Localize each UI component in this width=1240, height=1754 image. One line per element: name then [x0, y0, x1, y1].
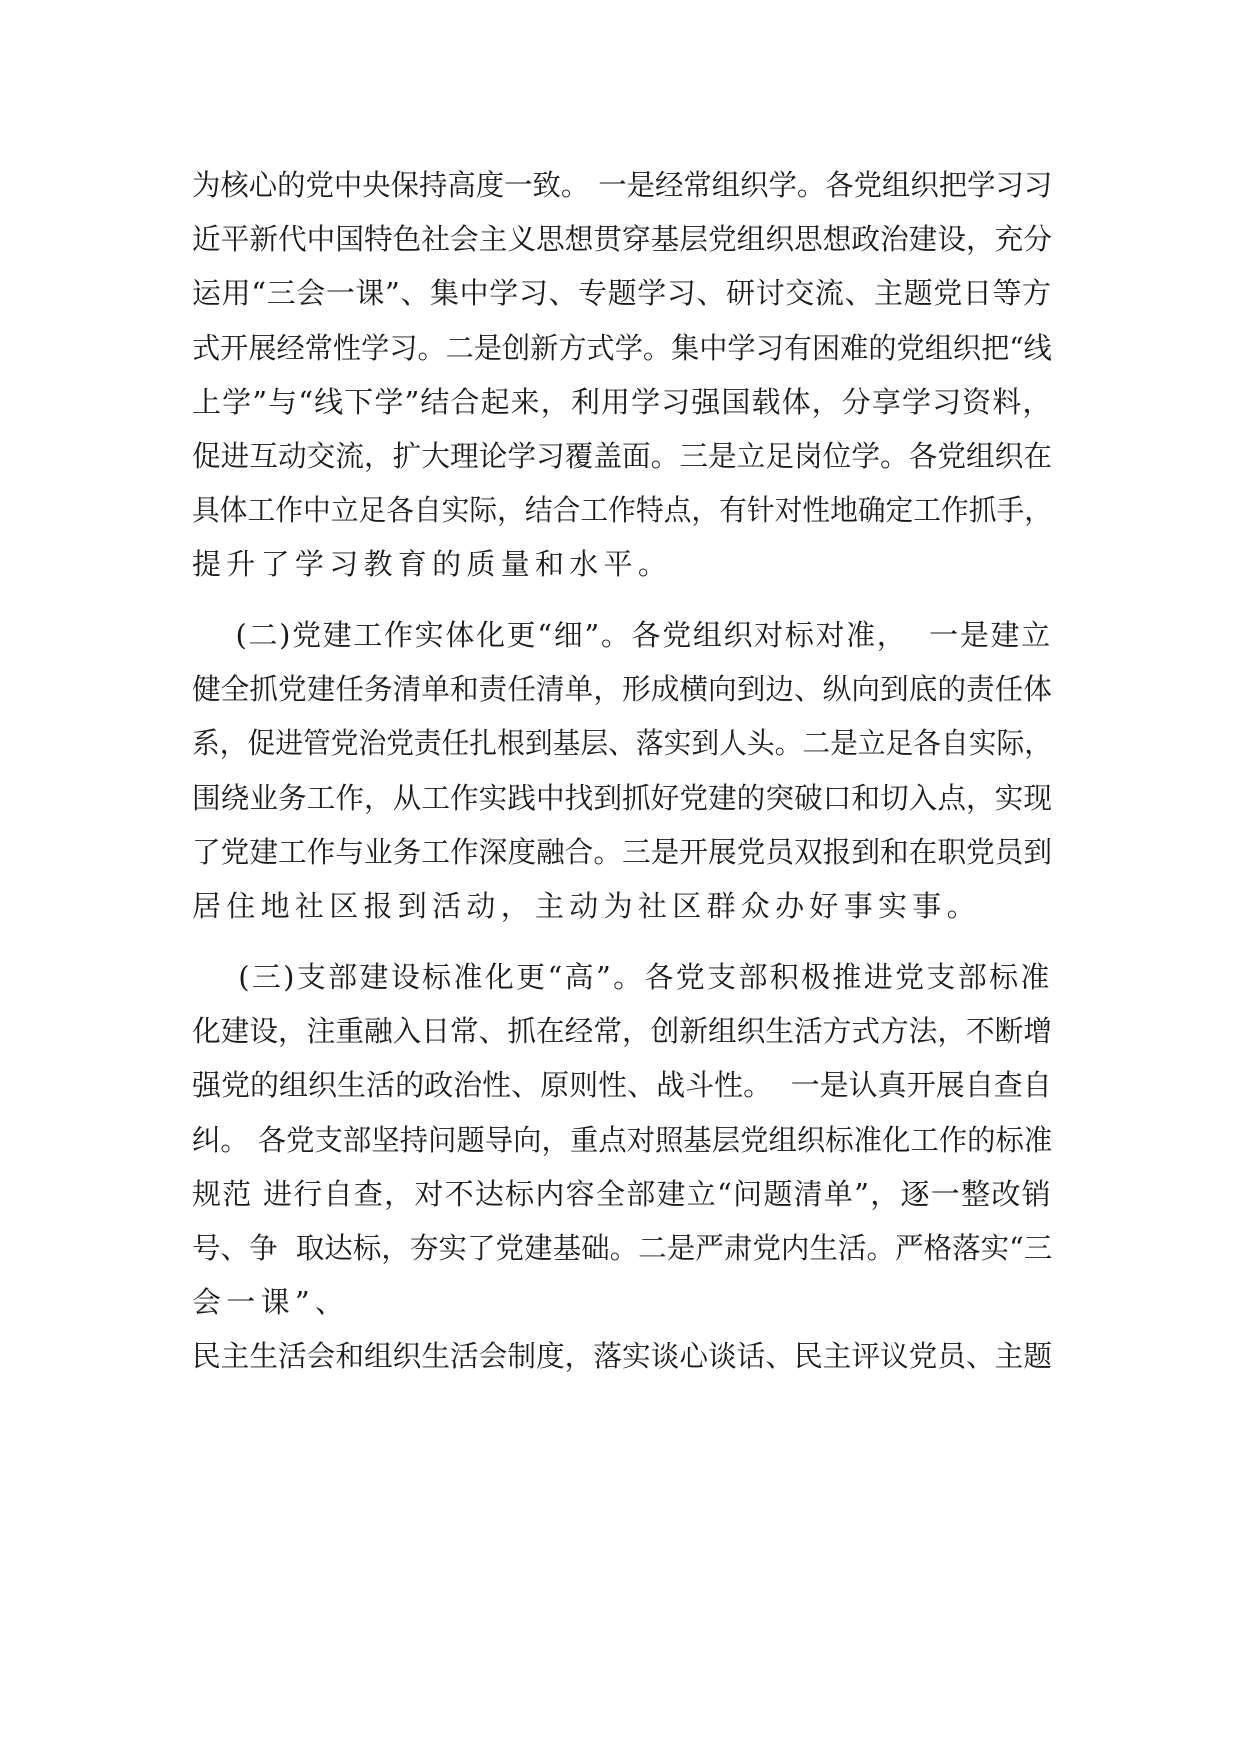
text-line: 民主生活会和组织生活会制度，落实谈心谈话、民主评议党员、主题 — [192, 1339, 1053, 1373]
text-line: 式开展经常性学习。二是创新方式学。集中学习有困难的党组织把“线 — [192, 331, 1052, 365]
text-line: 运用“三会一课”、集中学习、专题学习、研讨交流、主题党日等方 — [192, 276, 1052, 310]
text-line: 会一课”、 — [192, 1285, 350, 1319]
text-line: 了党建工作与业务工作深度融合。三是开展党员双报到和在职党员到 — [192, 835, 1053, 869]
text-line: 系，促进管党治党责任扎根到基层、落实到人头。二是立足各自实际， — [192, 726, 1053, 760]
text-line: 纠。 各党支部坚持问题导向，重点对照基层党组织标准化工作的标准 — [192, 1123, 1053, 1157]
paragraph-heading-line: (三)支部建设标准化更“高”。各党支部积极推进党支部标准 — [192, 960, 1052, 994]
text-line: 号、争 取达标，夯实了党建基础。二是严肃党内生活。严格落实“三 — [192, 1231, 1053, 1265]
paragraph-heading-line: (二)党建工作实体化更“细”。各党组织对标对准， 一是建立 — [192, 618, 1052, 652]
text-line: 提升了学习教育的质量和水平。 — [192, 547, 673, 581]
text-line: 上学”与“线下学”结合起来，利用学习强国载体，分享学习资料， — [192, 385, 1053, 419]
text-line: 具体工作中立足各自实际，结合工作特点，有针对性地确定工作抓手， — [192, 493, 1053, 527]
text-line: 近平新代中国特色社会主义思想贯穿基层党组织思想政治建设，充分 — [192, 222, 1053, 256]
text-line: 健全抓党建任务清单和责任清单，形成横向到边、纵向到底的责任体 — [192, 672, 1053, 706]
text-line: 居住地社区报到活动，主动为社区群众办好事实事。 — [192, 889, 981, 923]
text-line: 围绕业务工作，从工作实践中找到抓好党建的突破口和切入点，实现 — [192, 781, 1053, 815]
text-line: 强党的组织生活的政治性、原则性、战斗性。 一是认真开展自查自 — [192, 1068, 1052, 1102]
text-line: 为核心的党中央保持高度一致。 一是经常组织学。各党组织把学习习 — [192, 168, 1053, 202]
text-line: 规范 进行自查，对不达标内容全部建立“问题清单”，逐一整改销 — [192, 1177, 1052, 1211]
text-line: 促进互动交流，扩大理论学习覆盖面。三是立足岗位学。各党组织在 — [192, 439, 1053, 473]
text-line: 化建设，注重融入日常、抓在经常，创新组织生活方式方法，不断增 — [192, 1014, 1053, 1048]
